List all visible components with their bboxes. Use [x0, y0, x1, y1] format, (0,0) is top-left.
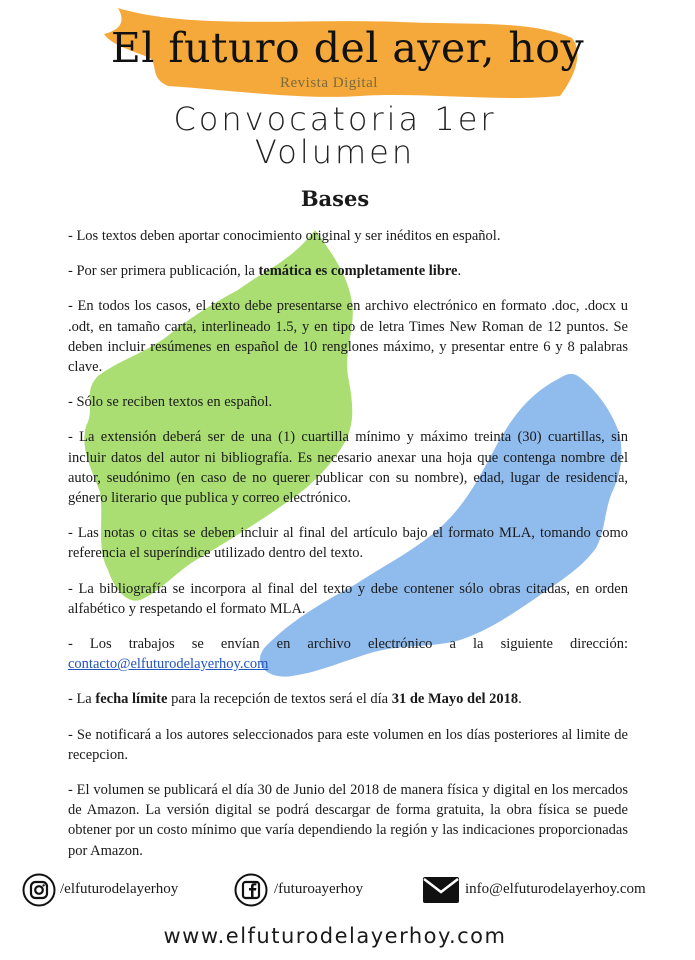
- rule-submission: [68, 634, 628, 674]
- rule-original-texts: - Los textos deben aportar conocimiento original y ser inéditos en español.: [68, 228, 501, 244]
- contact-email-link[interactable]: contacto@elfuturodelayerhoy.com: [68, 656, 269, 673]
- rule-format: - En todos los casos, el texto debe presentarse en archivo electrónico en formato .doc, .docx u .odt, en tamaño carta, interlineado 1.5, y en tipo de letra Times New Roman de 12 puntos. Se deben incluir resúmenes en español de 10 renglones máximo, y presentar entre 6 y 8 palabras clave.: [68, 298, 628, 376]
- facebook-handle[interactable]: /futuroayerhoy: [274, 881, 364, 897]
- rule-text: .: [457, 263, 462, 280]
- rule-text: - Por ser primera publicación, la: [68, 263, 259, 280]
- social-footer: [0, 873, 695, 909]
- rule-notification: - Se notificará a los autores seleccionados para este volumen en los días posteriores al limite de recepcion.: [68, 726, 628, 763]
- heading-line-1: Convocatoria 1er: [173, 100, 497, 138]
- rule-deadline: [68, 689, 628, 709]
- rule-length: - La extensión deberá ser de una (1) cuartilla mínimo y máximo treinta (30) cuartillas, sin incluir datos del autor ni bibliografía. Es necesario anexar una hoja que contenga nombre del autor, seudónimo (en caso de no querer publicar con su nombre), edad, lugar de residencia, género literario que publica y correo electrónico.: [68, 429, 628, 507]
- rule-text: .: [518, 691, 522, 708]
- rule-emphasis: fecha límite: [95, 691, 168, 708]
- announcement-heading: [0, 100, 670, 171]
- rule-text: - La: [68, 691, 96, 708]
- facebook-icon[interactable]: [234, 873, 268, 912]
- envelope-icon[interactable]: [422, 876, 460, 909]
- deadline-date: 31 de Mayo del 2018: [391, 691, 519, 708]
- rule-free-theme: [68, 261, 628, 281]
- rule-citations: - Las notas o citas se deben incluir al final del artículo bajo el formato MLA, tomando como referencia el superíndice utilizado dentro del texto.: [68, 525, 628, 562]
- website-url[interactable]: www.elfuturodelayerhoy.com: [163, 924, 507, 948]
- rules-list: [68, 226, 628, 876]
- rule-text: - Los trabajos se envían en archivo electrónico a la siguiente dirección:: [68, 636, 628, 653]
- rule-language: - Sólo se reciben textos en español.: [68, 394, 273, 411]
- instagram-handle[interactable]: /elfuturodelayerhoy: [60, 881, 179, 897]
- rule-publication: - El volumen se publicará el día 30 de Junio del 2018 de manera física y digital en los mercados de Amazon. La versión digital se podrá descargar de forma gratuita, la obra física se puede obtener por un costo mínimo que varía dependiendo la región y las indicaciones proporcionadas por Amazon.: [68, 782, 628, 859]
- instagram-icon[interactable]: [22, 873, 56, 912]
- rule-text: para la recepción de textos será el día: [167, 691, 392, 708]
- rule-bibliography: - La bibliografía se incorpora al final del texto y debe contener sólo obras citadas, en orden alfabético y respetando el formato MLA.: [68, 580, 628, 617]
- page-title: El futuro del ayer, hoy: [110, 24, 585, 72]
- section-heading: Bases: [300, 186, 370, 211]
- footer-email[interactable]: info@elfuturodelayerhoy.com: [465, 881, 646, 897]
- subtitle: Revista Digital: [280, 75, 378, 91]
- rule-emphasis: temática es completamente libre: [258, 263, 458, 280]
- heading-line-2: Volumen: [254, 133, 416, 171]
